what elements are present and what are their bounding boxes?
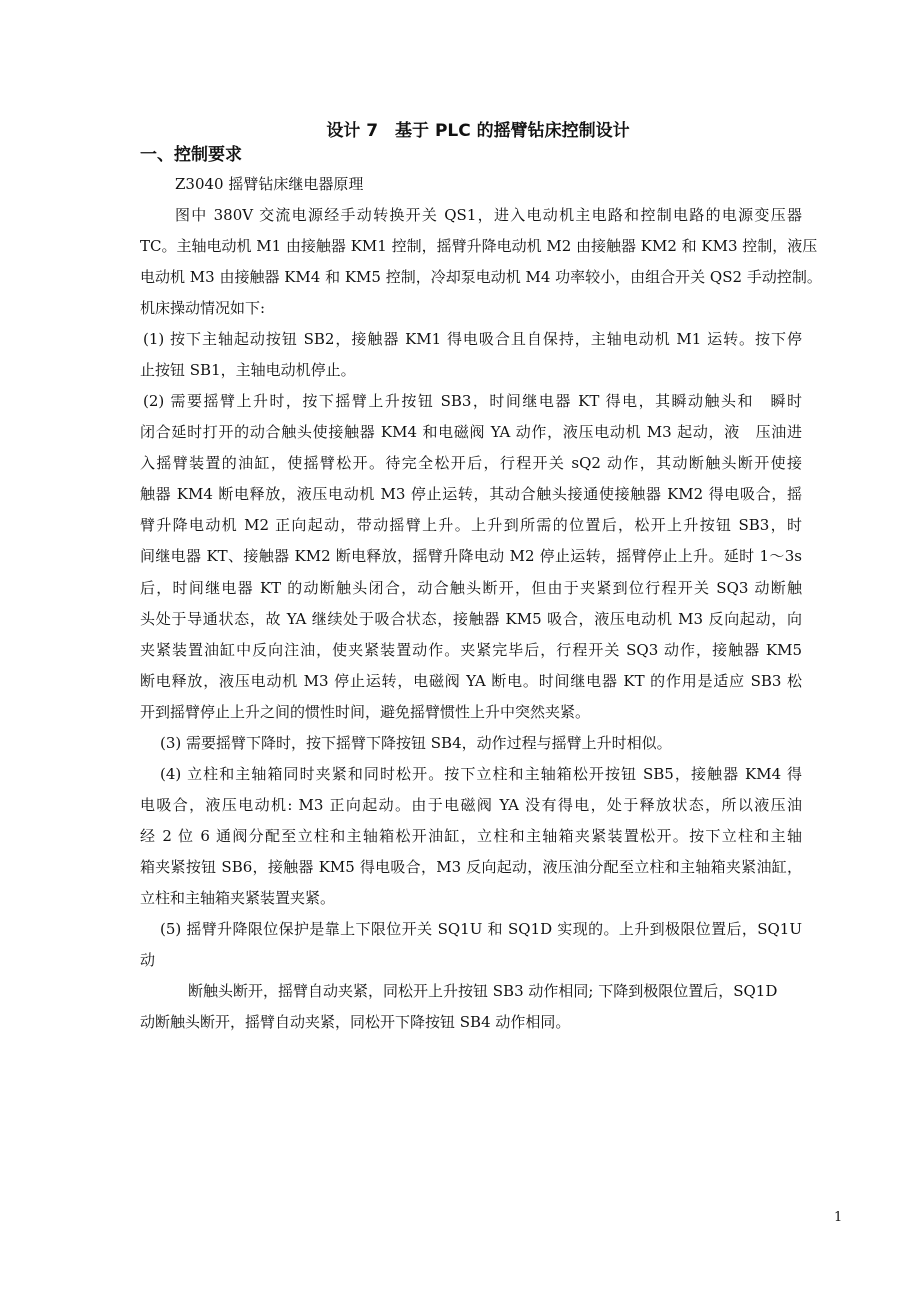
body-line: 电动机 M3 由接触器 KM4 和 KM5 控制，冷却泵电动机 M4 功率较小，由组合开关 QS2 手动控制。 — [140, 268, 822, 286]
body-line: (3) 需要摇臂下降时，按下摇臂下降按钮 SB4，动作过程与摇臂上升时相似。 — [160, 734, 672, 752]
section-heading: 一、控制要求 — [140, 145, 242, 165]
body-line: 臂升降电动机 M2 正向起动，带动摇臂上升。上升到所需的位置后，松开上升按钮 SB3，时 — [140, 516, 802, 534]
body-line: TC。主轴电动机 M1 由接触器 KM1 控制，摇臂升降电动机 M2 由接触器 KM2 和 KM3 控制，液压 — [140, 237, 818, 255]
body-line: 后，时间继电器 KT 的动断触头闭合，动合触头断开，但由于夹紧到位行程开关 SQ3 动断触 — [140, 579, 802, 597]
body-line: 断电释放，液压电动机 M3 停止运转，电磁阀 YA 断电。时间继电器 KT 的作用是适应 SB3 松 — [140, 672, 802, 690]
body-line: 开到摇臂停止上升之间的惯性时间，避免摇臂惯性上升中突然夹紧。 — [140, 703, 591, 721]
subtitle: Z3040 摇臂钻床继电器原理 — [175, 175, 364, 193]
body-line: 触器 KM4 断电释放，液压电动机 M3 停止运转，其动合触头接通使接触器 KM2 得电吸合，摇 — [140, 485, 802, 503]
body-line: 电吸合，液压电动机: M3 正向起动。由于电磁阀 YA 没有得电，处于释放状态，所以液压油 — [140, 796, 802, 814]
body-line: 止按钮 SB1，主轴电动机停止。 — [140, 361, 356, 379]
body-line: 动 — [140, 951, 156, 969]
page-number: 1 — [834, 1210, 843, 1225]
body-line: 头处于导通状态，故 YA 继续处于吸合状态，接触器 KM5 吸合，液压电动机 M3 反向起动，向 — [140, 610, 802, 628]
body-line: (2) 需要摇臂上升时，按下摇臂上升按钮 SB3，时间继电器 KT 得电，其瞬动触头和 瞬时 — [143, 392, 802, 410]
body-line: 入摇臂装置的油缸，使摇臂松开。待完全松开后，行程开关 sQ2 动作，其动断触头断开使接 — [140, 454, 802, 472]
body-line: 夹紧装置油缸中反向注油，使夹紧装置动作。夹紧完毕后，行程开关 SQ3 动作，接触器 KM5 — [140, 641, 802, 659]
body-line: (1) 按下主轴起动按钮 SB2，接触器 KM1 得电吸合且自保持，主轴电动机 M1 运转。按下停 — [143, 330, 802, 348]
body-line: 经 2 位 6 通阀分配至立柱和主轴箱松开油缸，立柱和主轴箱夹紧装置松开。按下立柱和主轴 — [140, 827, 802, 845]
body-line: (4) 立柱和主轴箱同时夹紧和同时松开。按下立柱和主轴箱松开按钮 SB5，接触器 KM4 得 — [160, 765, 802, 783]
body-line: 图中 380V 交流电源经手动转换开关 QS1，进入电动机主电路和控制电路的电源变压器 — [175, 206, 802, 224]
body-line: (5) 摇臂升降限位保护是靠上下限位开关 SQ1U 和 SQ1D 实现的。上升到极限位置后，SQ1U — [160, 920, 802, 938]
body-line: 机床操动情况如下: — [140, 299, 266, 317]
body-line: 立柱和主轴箱夹紧装置夹紧。 — [140, 889, 336, 907]
document-title: 设计 7 基于 PLC 的摇臂钻床控制设计 — [326, 121, 630, 141]
body-line: 断触头断开，摇臂自动夹紧，同松开上升按钮 SB3 动作相同; 下降到极限位置后，SQ1D — [188, 982, 778, 1000]
body-line: 间继电器 KT、接触器 KM2 断电释放，摇臂升降电动 M2 停止运转，摇臂停止上升。延时 1～3s — [140, 547, 802, 565]
body-line: 箱夹紧按钮 SB6，接触器 KM5 得电吸合，M3 反向起动，液压油分配至立柱和主轴箱夹紧油缸， — [140, 858, 802, 876]
body-line: 动断触头断开，摇臂自动夹紧，同松开下降按钮 SB4 动作相同。 — [140, 1013, 571, 1031]
body-line: 闭合延时打开的动合触头使接触器 KM4 和电磁阀 YA 动作，液压电动机 M3 起动，液 压油进 — [140, 423, 802, 441]
